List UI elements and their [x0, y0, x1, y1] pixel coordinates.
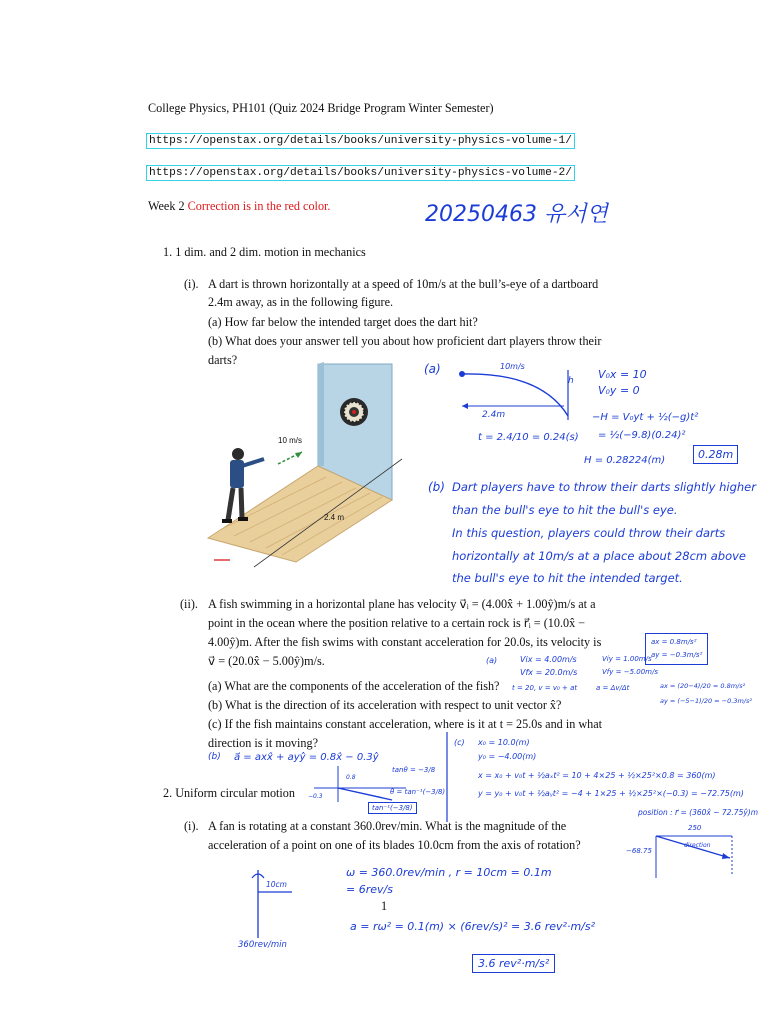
- hw-q1a-voy: V₀y = 0: [598, 384, 640, 397]
- hw-q1a-eq1: −H = V₀yt + ½(−g)t²: [592, 412, 699, 423]
- hw-q2a-vfx: Vfx = 20.0m/s: [520, 668, 578, 677]
- hw-q2b-tan: tanθ = −3/8: [392, 766, 436, 774]
- q1-line-3: (a) How far below the intended target does the dart hit?: [208, 315, 478, 329]
- hw-q1a-H: H = 0.28224(m): [584, 455, 666, 466]
- hw-q2c-direction: direction: [684, 842, 711, 849]
- hw-q2a-a-eq: a = Δv/Δt: [596, 684, 630, 692]
- hw-q2c-tag: (c): [454, 738, 465, 747]
- student-id-name: 20250463 유서연: [425, 202, 608, 227]
- hw-q3-omega: ω = 360.0rev/min , r = 10cm = 0.1m: [346, 866, 552, 879]
- q1-line-4: (b) What does your answer tell you about how proficient dart players throw their: [208, 334, 602, 348]
- hw-q1b-line-1: Dart players have to throw their darts slightly higher: [452, 480, 756, 494]
- course-title: College Physics, PH101 (Quiz 2024 Bridge Program Winter Semester): [148, 101, 494, 115]
- correction-note: Correction is in the red color.: [187, 199, 331, 213]
- hw-q2a-vix: Vix = 4.00m/s: [520, 655, 577, 664]
- q3-line-2: acceleration of a point on one of its blades 10.0cm from the axis of rotation?: [208, 838, 581, 852]
- hw-q2c-6875: −68.75: [626, 847, 652, 855]
- hw-q3-accel: a = rω² = 0.1(m) × (6rev/s)² = 3.6 rev²·m/s²: [350, 920, 596, 933]
- hw-q1a-vox: V₀x = 10: [598, 368, 647, 381]
- hw-q3-answer: 3.6 rev²·m/s²: [472, 954, 555, 973]
- hw-q2a-tag: (a): [486, 656, 498, 665]
- figure-distance-label: 2.4 m: [324, 513, 345, 522]
- q2-line-7: (c) If the fish maintains constant acceleration, where is it at t = 25.0s and in what: [208, 717, 603, 731]
- q3-number: (i).: [184, 819, 199, 833]
- q3-line-1: A fan is rotating at a constant 360.0rev/min. What is the magnitude of the: [208, 819, 567, 833]
- page-number: 1: [381, 899, 388, 913]
- hw-q1a-dist: 2.4m: [482, 410, 506, 420]
- week-label: Week 2: [148, 199, 185, 213]
- hw-q2b-theta: θ = tan⁻¹(−3/8): [390, 788, 446, 796]
- hw-q2c-direction-sketch: [652, 830, 744, 880]
- section-2-heading: 2. Uniform circular motion: [163, 786, 295, 800]
- hw-q2c-position: position : r⃗ = (360x̂ − 72.75ŷ)m: [638, 808, 759, 817]
- q2-line-4: v⃗ = (20.0x̂ − 5.00ŷ)m/s.: [208, 654, 325, 668]
- hw-q2c-y: y = y₀ + v₀t + ½aᵧt² = −4 + 1×25 + ½×25²×(−0.3) = −72.75(m): [478, 789, 744, 798]
- hw-q2a-answer-box: [645, 633, 708, 665]
- hw-q2b-eq: a⃗ = axx̂ + ayŷ = 0.8x̂ − 0.3ŷ: [234, 752, 379, 763]
- q1-line-1: A dart is thrown horizontally at a speed of 10m/s at the bull’s-eye of a dartboard: [208, 277, 599, 291]
- q2-line-1: A fish swimming in a horizontal plane has velocity v⃗ᵢ = (4.00x̂ + 1.00ŷ)m/s at a: [208, 597, 596, 611]
- hw-q1a-answer: 0.28m: [693, 445, 738, 464]
- hw-q1b-line-3: In this question, players could throw their darts: [452, 526, 726, 540]
- hw-q1a-trajectory: [456, 364, 576, 424]
- q1-number: (i).: [184, 277, 199, 291]
- week-line: [148, 197, 330, 215]
- hw-q2b-tag: (b): [208, 752, 221, 762]
- hw-q2a-box-ax: ax = 0.8m/s²: [651, 638, 697, 646]
- hw-q1a-h: h: [568, 376, 574, 386]
- hw-q2b-label-08: 0.8: [346, 774, 356, 781]
- hw-q2b-label-03: −0.3: [308, 793, 323, 800]
- hw-q1a-speed: 10m/s: [500, 362, 525, 371]
- q2-line-3: 4.00ŷ)m. After the fish swims with constant acceleration for 20.0s, its velocity is: [208, 635, 602, 649]
- hw-q2c-250: 250: [688, 824, 702, 832]
- q2-line-2: point in the ocean where the position relative to a certain rock is r⃗ᵢ = (10.0x̂ −: [208, 616, 586, 630]
- hw-q2a-ax: ax = (20−4)/20 = 0.8m/s²: [660, 682, 746, 690]
- hw-q1a-time: t = 2.4/10 = 0.24(s): [478, 432, 579, 443]
- q1-line-2: 2.4m away, as in the following figure.: [208, 295, 394, 309]
- q2-line-8: direction is it moving?: [208, 736, 319, 750]
- dart-figure: [206, 362, 412, 572]
- link-volume-2[interactable]: https://openstax.org/details/books/university-physics-volume-2/: [146, 165, 575, 181]
- hw-q3-fan-sketch: [244, 866, 304, 942]
- hw-q1b-line-2: than the bull's eye to hit the bull's eye.: [452, 503, 678, 517]
- section-1-heading: 1. 1 dim. and 2 dim. motion in mechanics: [163, 245, 366, 259]
- hw-q1a-eq2: = ½(−9.8)(0.24)²: [598, 430, 686, 441]
- hw-divider: [444, 732, 450, 824]
- link-volume-1[interactable]: https://openstax.org/details/books/university-physics-volume-1/: [146, 133, 575, 149]
- hw-q2a-viy: Viy = 1.00m/s: [602, 655, 652, 663]
- q2-line-6: (b) What is the direction of its acceleration with respect to unit vector x̂?: [208, 698, 562, 712]
- hw-q2a-vfy: Vfy = −5.00m/s: [602, 668, 658, 676]
- hw-q3-rev-label: 360rev/min: [238, 940, 287, 950]
- hw-q2c-x0: x₀ = 10.0(m): [478, 738, 530, 747]
- hw-q1b-tag: (b): [428, 480, 445, 494]
- q2-line-5: (a) What are the components of the acceleration of the fish?: [208, 679, 500, 693]
- hw-q2a-box-ay: ay = −0.3m/s²: [651, 651, 703, 659]
- figure-speed-label: 10 m/s: [278, 436, 303, 445]
- hw-q1b-line-4: horizontally at 10m/s at a place about 28cm above: [452, 549, 747, 563]
- q2-number: (ii).: [180, 597, 198, 611]
- hw-q1a-tag: (a): [424, 362, 441, 376]
- hw-q2b-answer: tan⁻¹(−3/8): [368, 802, 417, 814]
- q1-line-5: darts?: [208, 353, 238, 367]
- hw-q2c-x: x = x₀ + v₀t + ½aₓt² = 10 + 4×25 + ½×25²×0.8 = 360(m): [478, 771, 716, 780]
- hw-q3-axis-label: 10cm: [266, 880, 287, 889]
- hw-q2a-t: t = 20, v = v₀ + at: [512, 684, 578, 692]
- hw-q2c-y0: y₀ = −4.00(m): [478, 752, 537, 761]
- hw-q2a-ay: ay = (−5−1)/20 = −0.3m/s²: [660, 697, 752, 705]
- hw-q3-omega-2: = 6rev/s: [346, 883, 393, 896]
- hw-q1b-line-5: the bull's eye to hit the intended target.: [452, 571, 683, 585]
